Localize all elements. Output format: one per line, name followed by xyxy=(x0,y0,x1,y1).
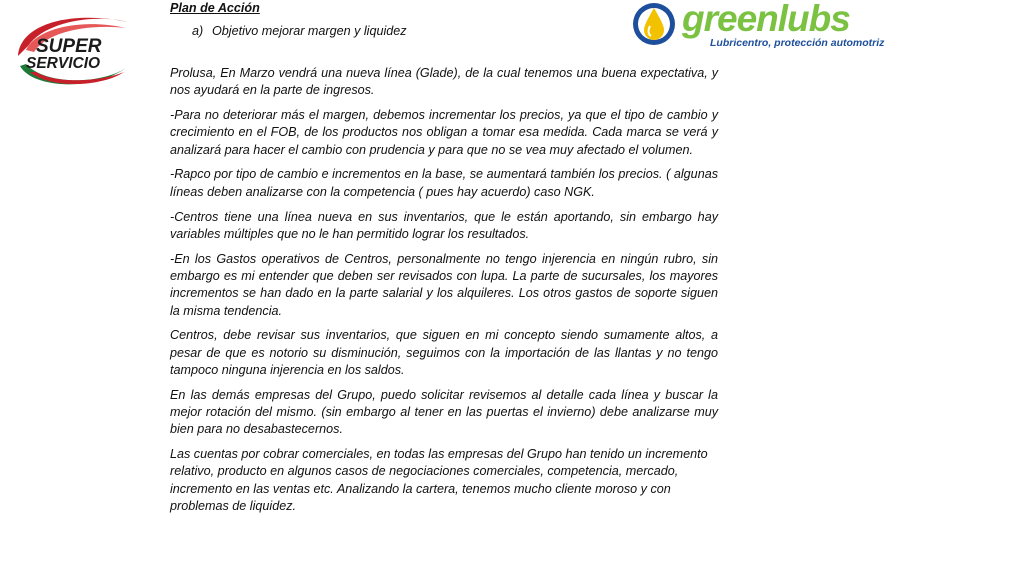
paragraph-rapco: -Rapco por tipo de cambio e incrementos en la base, se aumentará también los precios. ( algunas líneas deben analizarse con la competencia ( pues hay acuerdo) caso NGK. xyxy=(170,167,718,199)
super-servicio-line2: SERVICIO xyxy=(26,55,101,72)
objective-marker: a) xyxy=(192,24,204,38)
paragraph-empresas-grupo: En las demás empresas del Grupo, puedo solicitar revisemos al detalle cada línea y buscar la mejor rotación del mismo. (sin embargo al tener en las puertas el invierno) debe analizarse muy bien para no desabastecernos. xyxy=(170,387,718,437)
paragraph-margen: -Para no deteriorar más el margen, debemos incrementar los precios, ya que el tipo de cambio y crecimiento en el FOB, de los productos nos obligan a tomar esa medida. Cada marca se verá y analizará para hacer el cambio con prudencia y para que no se vea muy afectado el volumen. xyxy=(170,108,718,157)
paragraph-inventarios: Centros, debe revisar sus inventarios, que siguen en mi concepto siendo sumamente altos, a pesar de que es notorio su disminución, seguimos con la importación de las llantas y no tengo tampoco ninguna injerencia en los saldos. xyxy=(170,328,718,377)
paragraph-centros-linea: -Centros tiene una línea nueva en sus inventarios, que le están aportando, sin embargo hay variables múltiples que no le han permitido lograr los resultados. xyxy=(170,209,718,241)
super-servicio-logo xyxy=(12,6,134,90)
document-body xyxy=(170,0,718,523)
plan-title: Plan de Acción xyxy=(170,1,260,15)
greenlubs-tagline: Lubricentro, protección automotriz xyxy=(710,37,885,49)
objective-item xyxy=(192,23,718,39)
paragraph-prolusa: Prolusa, En Marzo vendrá una nueva línea (Glade), de la cual tenemos una buena expectativa, y nos ayudará en la parte de ingresos. xyxy=(170,66,718,98)
paragraph-gastos-operativos: -En los Gastos operativos de Centros, personalmente no tengo injerencia en ningún rubro, sin embargo es mi entender que deben ser revisados con lupa. La parte de sucursales, los mayores incrementos se han dado en la parte salarial y los alquileres. Los otros gastos de soporte siguen la misma tendencia. xyxy=(170,251,718,318)
super-servicio-line1: SUPER xyxy=(36,36,102,57)
objective-text: Objetivo mejorar margen y liquidez xyxy=(212,24,407,38)
paragraph-cuentas-cobrar: Las cuentas por cobrar comerciales, en todas las empresas del Grupo han tenido un incremento relativo, producto en algunos casos de negociaciones comerciales, competencia, mercado, incremento en las ventas etc. Analizando la cartera, tenemos mucho cliente moroso y con problemas de liquidez. xyxy=(170,447,708,514)
greenlubs-wordmark: greenlubs xyxy=(682,2,850,39)
super-servicio-logo-graphic xyxy=(12,6,134,90)
